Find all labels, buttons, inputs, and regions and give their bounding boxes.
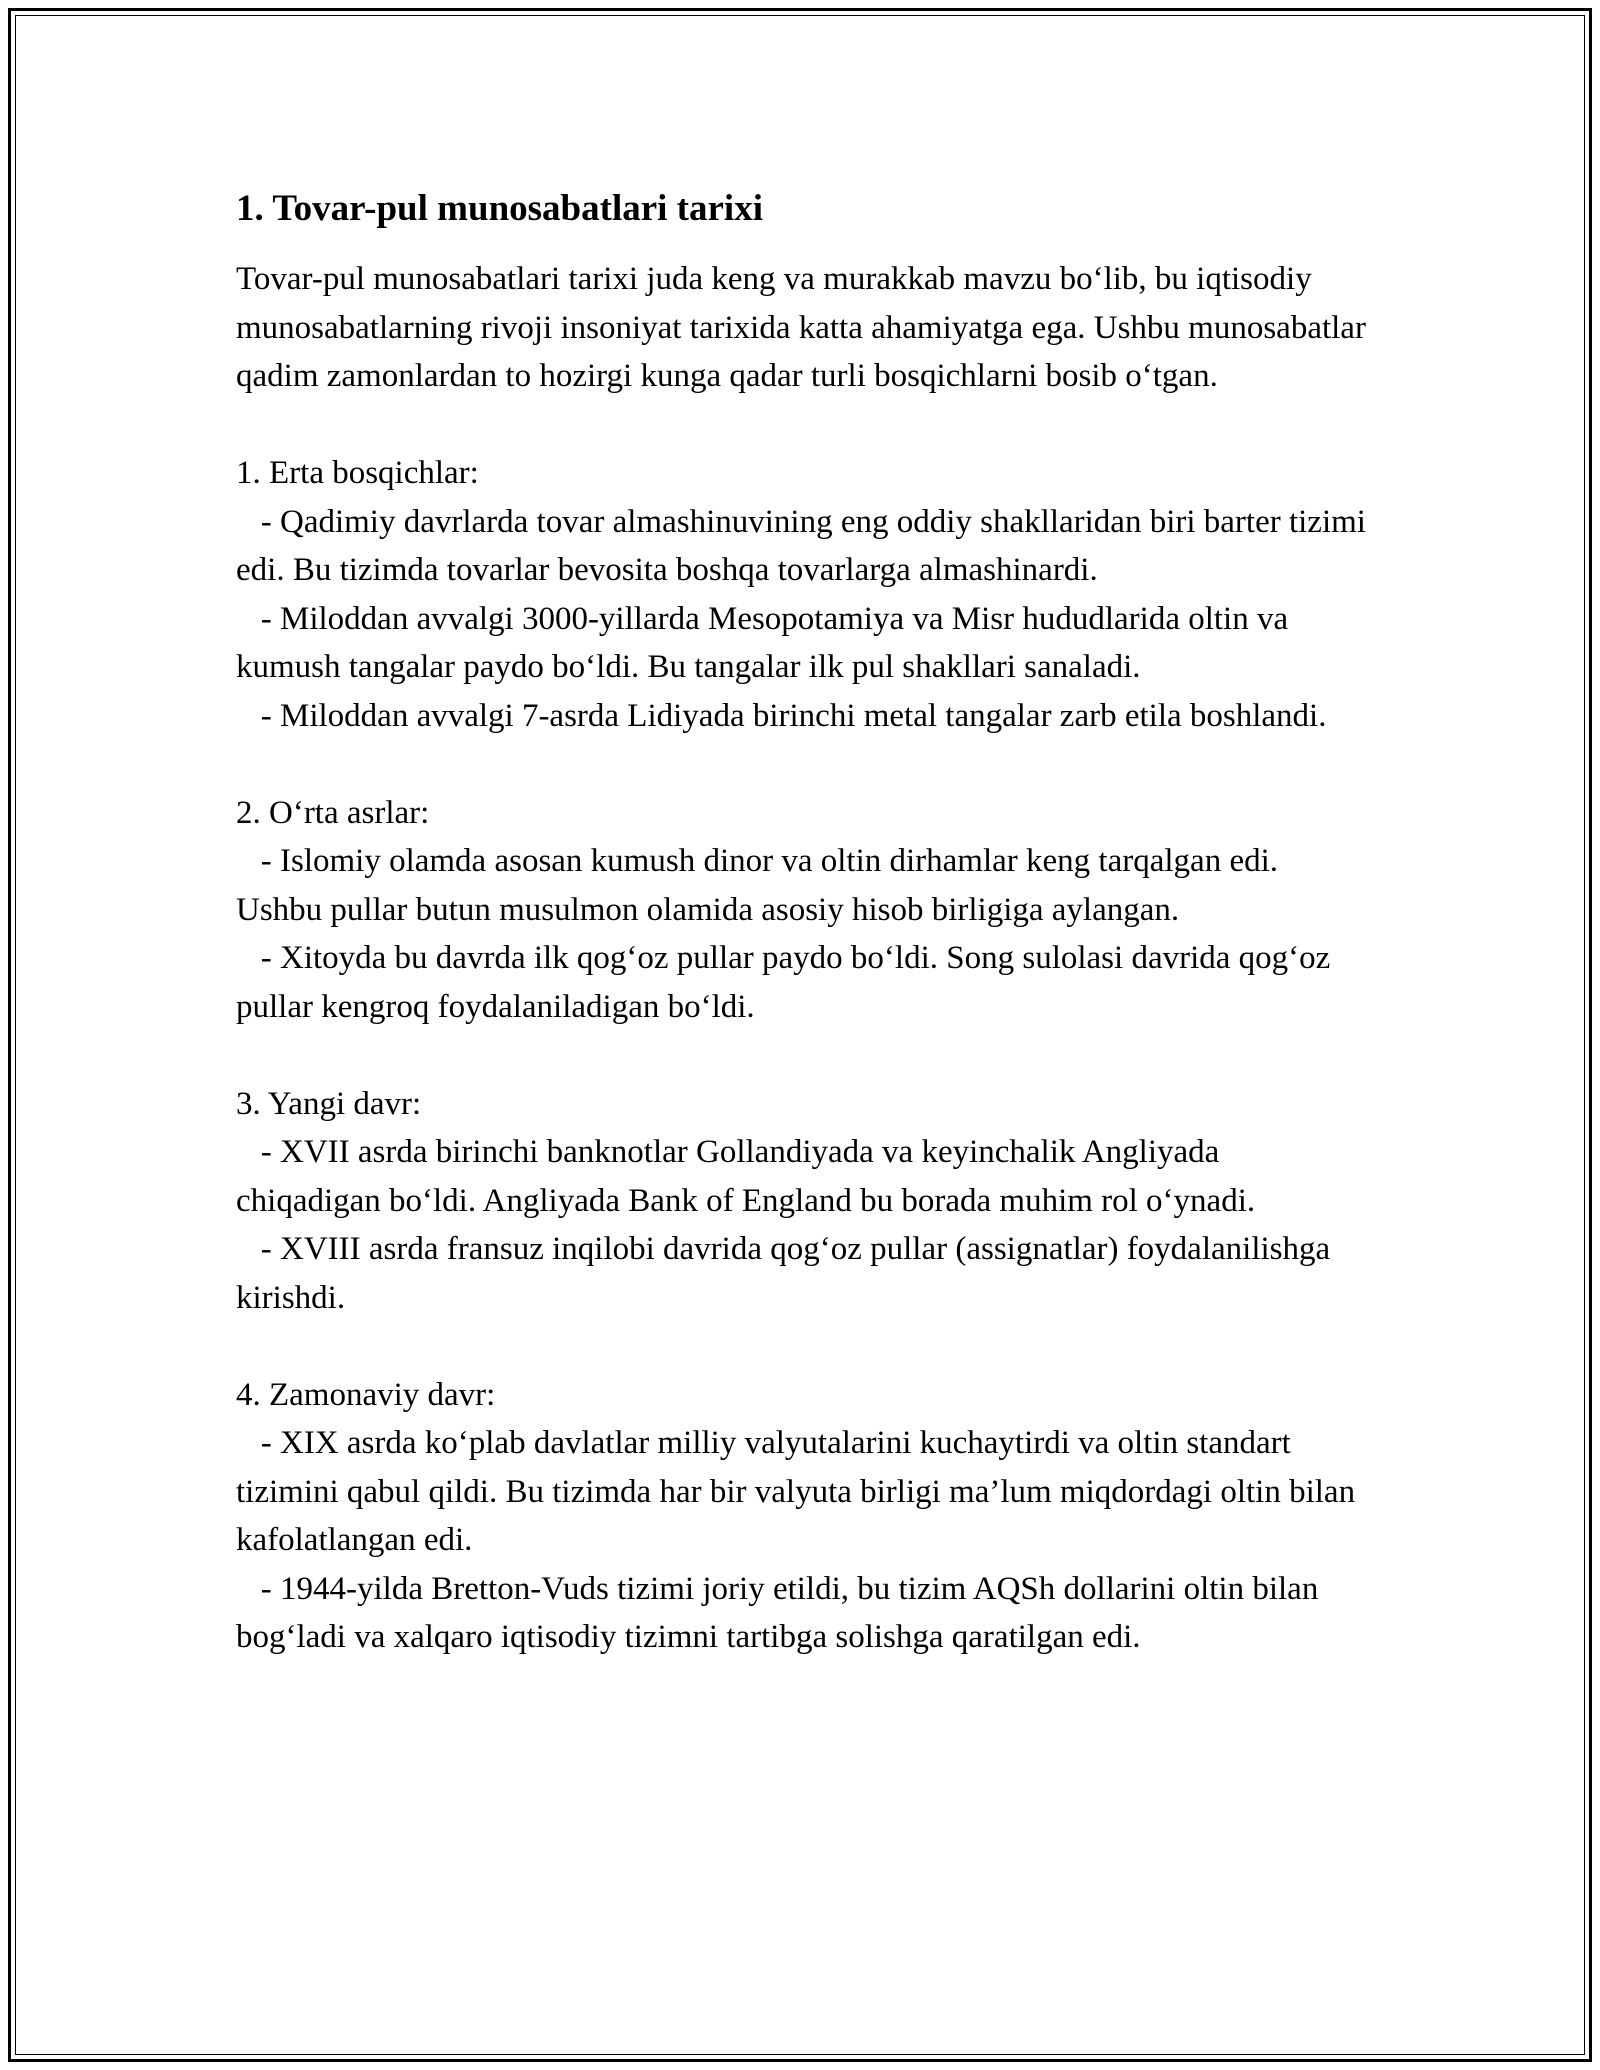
list-item: - XIX asrda ko‘plab davlatlar milliy valyutalarini kuchaytirdi va oltin standart tizimini qabul qildi. Bu tizimda har bir valyuta birligi ma’lum miqdordagi oltin bilan kafolatlangan edi.: [236, 1425, 1364, 1558]
intro-paragraph: Tovar-pul munosabatlari tarixi juda keng va murakkab mavzu bo‘lib, bu iqtisodiy munosabatlarning rivoji insoniyat tarixida katta ahamiyatga ega. Ushbu munosabatlar qadim zamonlardan to hozirgi kunga qadar turli bosqichlarni bosib o‘tgan.: [236, 261, 1366, 394]
list-item: - Miloddan avvalgi 7-asrda Lidiyada birinchi metal tangalar zarb etila boshlandi.: [236, 697, 1327, 734]
list-item: - 1944-yilda Bretton-Vuds tizimi joriy etildi, bu tizim AQSh dollarini oltin bilan bog‘ladi va xalqaro iqtisodiy tizimni tartibga solishga qaratilgan edi.: [236, 1570, 1327, 1655]
section-new-era: [236, 1080, 1366, 1323]
section-heading: 2. O‘rta asrlar:: [236, 794, 430, 831]
section-heading: 4. Zamonaviy davr:: [236, 1376, 496, 1413]
section-heading: 3. Yangi davr:: [236, 1085, 422, 1122]
list-item: - Miloddan avvalgi 3000-yillarda Mesopotamiya va Misr hududlarida oltin va kumush tangalar paydo bo‘ldi. Bu tangalar ilk pul shakllari sanaladi.: [236, 600, 1297, 685]
section-heading: 1. Erta bosqichlar:: [236, 455, 479, 491]
section-modern-era: [236, 1371, 1366, 1662]
section-early-stages: [236, 449, 1375, 740]
list-item: - XVII asrda birinchi banknotlar Gollandiyada va keyinchalik Angliyada chiqadigan bo‘ldi. Angliyada Bank of England bu borada muhim rol o‘ynadi.: [236, 1134, 1256, 1219]
section-middle-ages: [236, 789, 1366, 1032]
list-item: - Qadimiy davrlarda tovar almashinuvining eng oddiy shakllaridan biri barter tizimi edi. Bu tizimda tovarlar bevosita boshqa tovarlarga almashinardi.: [236, 503, 1375, 588]
document-body: [236, 185, 1375, 1662]
document-title: 1. Tovar-pul munosabatlari tarixi: [236, 188, 763, 229]
list-item: - XVIII asrda fransuz inqilobi davrida qog‘oz pullar (assignatlar) foydalanilishga kirishdi.: [236, 1231, 1339, 1316]
list-item: - Xitoyda bu davrda ilk qog‘oz pullar paydo bo‘ldi. Song sulolasi davrida qog‘oz pullar kengroq foydalaniladigan bo‘ldi.: [236, 940, 1339, 1025]
list-item: - Islomiy olamda asosan kumush dinor va oltin dirhamlar keng tarqalgan edi. Ushbu pullar butun musulmon olamida asosiy hisob birligiga aylangan.: [236, 843, 1287, 928]
